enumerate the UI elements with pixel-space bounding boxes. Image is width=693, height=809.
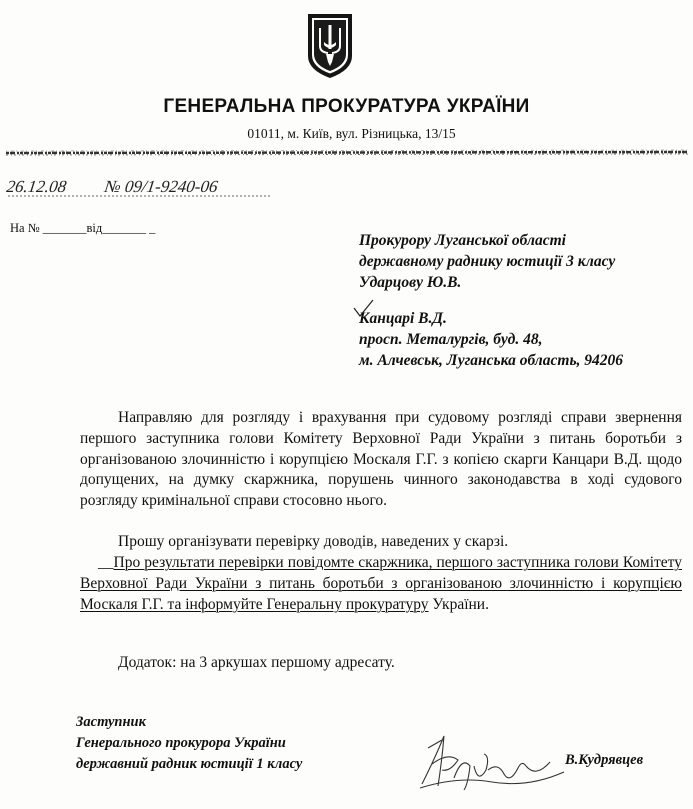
organization-title: ГЕНЕРАЛЬНА ПРОКУРАТУРА УКРАЇНИ <box>163 96 530 117</box>
body-paragraph: Прошу організувати перевірку доводів, наведених у скарзі. <box>118 533 509 550</box>
signer-title-line: державний радник юстиції 1 класу <box>76 756 303 772</box>
header-divider <box>6 146 688 158</box>
recipient-line: Прокурору Луганської області <box>359 232 566 249</box>
signer-title-line: Генерального прокурора України <box>76 735 286 751</box>
signer-title-line: Заступник <box>76 714 146 730</box>
recipient-line: Канцарі В.Д. <box>359 310 447 327</box>
attachment-note: Додаток: на 3 аркушах першому адресату. <box>118 654 395 671</box>
body-paragraph <box>80 553 682 615</box>
reply-reference: На № _______від_______ _ <box>10 221 156 235</box>
recipient-line: просп. Металургів, буд. 48, <box>359 331 543 348</box>
recipient-line: Ударцову Ю.В. <box>359 274 462 291</box>
underlined-text: Про результати перевірки повідомте скаржника, першого заступника голови Комітету Верховної Ради України з питань боротьби з організованою злочинністю і корупцією Москаля Г.Г. та інформуйте Генеральну прокуратуру <box>80 554 682 613</box>
recipient-complainant <box>359 308 623 371</box>
handwritten-signature <box>418 726 568 796</box>
underline-prefix: __ <box>98 554 114 571</box>
outgoing-number: № 09/1-9240-06 <box>103 178 219 196</box>
recipient-line: державному раднику юстиції 3 класу <box>359 253 616 270</box>
signer-name: В.Кудрявцев <box>565 752 644 768</box>
trident-emblem-icon <box>302 10 358 82</box>
organization-address: 01011, м. Київ, вул. Різницька, 13/15 <box>247 126 456 141</box>
recipient-prosecutor <box>359 230 615 293</box>
recipient-line: м. Алчевськ, Луганська область, 94206 <box>359 352 624 369</box>
body-paragraph: Направляю для розгляду і врахування при судовому розгляді справи звернення першого заступника голови Комітету Верховної Ради України з питань боротьби з організованою злочинністю і корупцією Москаля Г.Г. з копією скарги Канцари В.Д. щодо допущених, на думку скаржника, порушень чинного законодавства в ході судового розгляду кримінальної справи стосовно нього. <box>80 409 682 510</box>
outgoing-date: 26.12.08 <box>6 178 68 196</box>
outgoing-registration <box>6 178 296 200</box>
paragraph-end: України. <box>428 595 489 613</box>
signature-position <box>76 712 302 775</box>
